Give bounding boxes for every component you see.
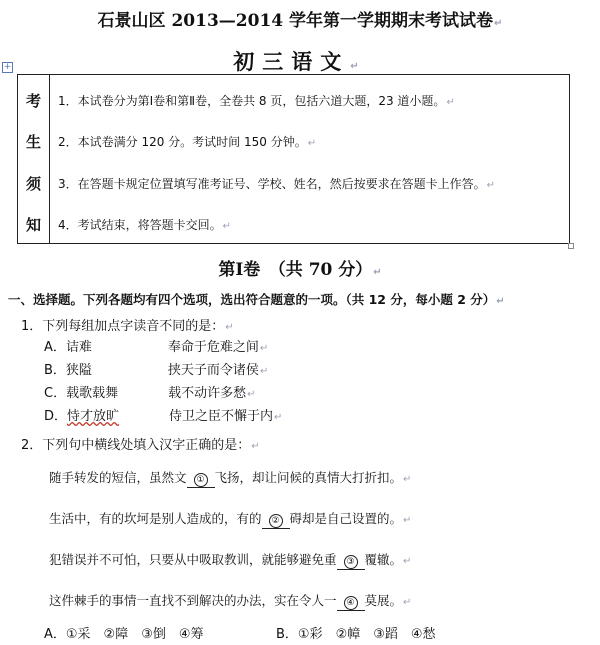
q1-stem: 1．下列每组加点字读音不同的是：↵ <box>21 319 234 334</box>
notice-label-column <box>18 75 50 243</box>
q2-sentence: 犯错误并不可怕，只要从中吸取教训，就能够避免重 ③ 覆辙。↵ <box>49 550 411 570</box>
notice-label-char: 知 <box>25 216 41 234</box>
notice-item: 1．本试卷分为第Ⅰ卷和第Ⅱ卷，全卷共 8 页，包括六道大题，23 道小题。↵ <box>58 94 455 108</box>
table-resize-handle[interactable] <box>568 243 574 249</box>
section-heading: 一、选择题。下列各题均有四个选项，选出符合题意的一项。（共 12 分，每小题 2 分）↵ <box>8 292 505 307</box>
q2-sentence: 随手转发的短信，虽然文 ① 飞扬，却让问候的真情大打折扣。↵ <box>49 468 411 488</box>
q1-option-d: D．恃才放旷 侍卫之臣不懈于内↵ <box>44 409 283 424</box>
q1-option-a: A．诘难 奉命于危难之间↵ <box>44 340 269 355</box>
table-anchor-icon[interactable]: + <box>3 62 12 72</box>
notice-item: 4．考试结束，将答题卡交回。↵ <box>58 218 232 232</box>
notice-table <box>17 74 570 244</box>
q1-option-b: B．狭隘 挟天子而令诸侯↵ <box>44 363 269 378</box>
notice-item: 3．在答题卡规定位置填写准考证号、学校、姓名，然后按要求在答题卡上作答。↵ <box>58 177 496 191</box>
notice-label-char: 须 <box>25 175 41 193</box>
part-title: 第Ⅰ卷 （共 70 分）↵ <box>218 260 382 280</box>
notice-label-char: 生 <box>25 133 41 151</box>
q2-answer-b: B．①彩 ②幛 ③蹈 ④愁 <box>276 627 436 642</box>
exam-title: 石景山区 2013—2014 学年第一学期期末考试试卷↵ <box>97 11 503 31</box>
q2-stem: 2．下列句中横线处填入汉字正确的是：↵ <box>21 438 260 453</box>
subject-title: 初三语文↵ <box>233 49 367 74</box>
q2-sentence: 生活中，有的坎坷是别人造成的，有的 ② 碍却是自己设置的。↵ <box>49 509 411 529</box>
notice-label-char: 考 <box>25 92 41 110</box>
q1-option-c: C．载歌载舞 载不动许多愁↵ <box>44 386 256 401</box>
q2-answer-a: A．①采 ②障 ③倒 ④筹 <box>44 627 204 642</box>
notice-item: 2．本试卷满分 120 分。考试时间 150 分钟。↵ <box>58 135 317 149</box>
q2-sentence: 这件棘手的事情一直找不到解决的办法，实在令人一 ④ 莫展。↵ <box>49 591 411 611</box>
